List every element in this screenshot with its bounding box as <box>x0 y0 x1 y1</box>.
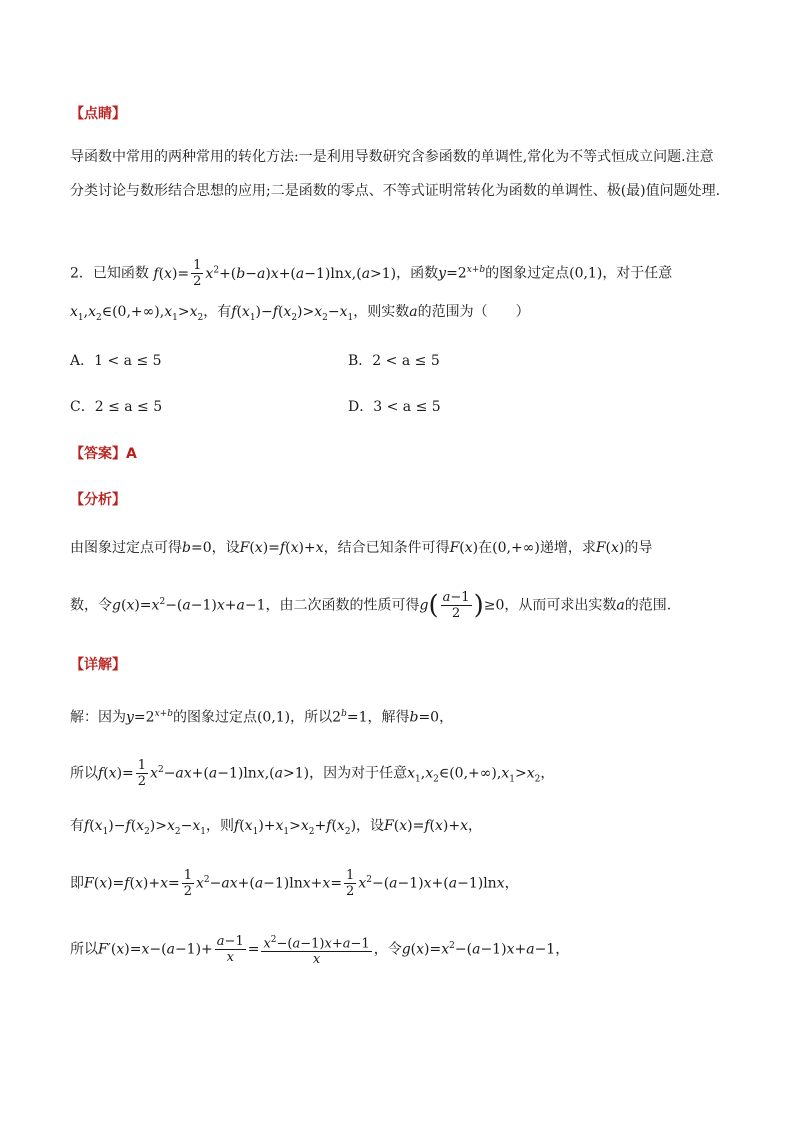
option-expression: 2 < a ≤ 5 <box>372 353 440 369</box>
question-text: ，函数 <box>396 265 439 282</box>
detail-line-3: 有$f(x_1)-f(x_2)>x_2-x_1$，则$f(x_1)+x_1>x_2+f(x_2)$，设F(x)=f(x)+x， <box>70 818 482 837</box>
analysis-line-2: 数，令$g(x)=x^2-(a-1)x+a-1$，由二次函数的性质可得g( $\frac{a-1}{2}$ )≥0，从而可求出实数a的范围. <box>70 590 672 622</box>
option-label: C． <box>70 399 95 415</box>
option-label: A． <box>70 353 95 369</box>
detail-text: 的图象过定点 <box>172 709 257 726</box>
detail-text: 解：因为 <box>70 709 126 726</box>
detail-line-2: 所以f(x)= $\frac{1}{2}$ $x^2-ax+(a-1)\ln x,(a>1)$，因为对于任意$x_1,x_2\in(0,+\infty),x_1>x_2$， <box>70 758 555 790</box>
option-c[interactable] <box>70 396 162 416</box>
analysis-text: 的范围. <box>624 597 672 614</box>
analysis-line-1: 由图象过定点可得b=0，设F(x)=f(x)+x，结合已知条件可得F(x)在(0,+∞)递增，求F(x)的导 <box>70 540 653 556</box>
option-expression: 2 ≤ a ≤ 5 <box>94 399 163 415</box>
question-text: 已知函数 <box>92 265 149 282</box>
detail-line-5: 所以F′(x)=x−(a−1)+ $\frac{a-1}{x}$ = $\frac{x^2-(a-1)x+a-1}{x}$ ，令$g(x)=x^2-(a-1)x+a-1$， <box>70 934 570 967</box>
detail-text: 即 <box>70 875 84 892</box>
detail-line-1: 解：因为$y=2^{x+b}$的图象过定点(0,1)，所以$2^b=1$，解得b=0， <box>70 709 454 726</box>
analysis-text: 由图象过定点可得 <box>70 540 182 556</box>
option-label: D． <box>348 399 374 415</box>
detail-line-4: 即F(x)=f(x)+x= $\frac{1}{2}$ $x^2-ax+(a-1)\ln x+x=$ $\frac{1}{2}$ $x^2-(a-1)x+(a-1)\ln x$， <box>70 868 519 900</box>
dianjing-paragraph: 导函数中常用的两种常用的转化方法:一是利用导数研究含参函数的单调性,常化为不等式恒成立问题.注意分类讨论与数形结合思想的应用;二是函数的零点、不等式证明常转化为函数的单调性、极(最)值问题处理. <box>70 149 721 199</box>
analysis-text: 在 <box>478 540 493 556</box>
question-text: 的范围为（ ） <box>417 304 530 320</box>
detail-text: ，则 <box>206 818 235 834</box>
option-expression: 1 < a ≤ 5 <box>94 353 162 369</box>
option-expression: 3 < a ≤ 5 <box>373 399 441 415</box>
question-text: ，有 <box>203 304 232 320</box>
analysis-text: ，结合已知条件可得 <box>323 540 450 556</box>
analysis-text: 的导 <box>624 540 653 556</box>
question-text: ，则实数 <box>353 304 410 320</box>
analysis-text: 递增，求 <box>539 540 596 556</box>
detail-text: ，解得 <box>367 709 410 726</box>
section-answer-heading: 【答案】A <box>70 446 137 462</box>
question-text: ，对于任意 <box>602 265 673 282</box>
detail-text: ，设 <box>356 818 385 834</box>
detail-text: 有 <box>70 818 84 834</box>
detail-text: ，令 <box>373 941 402 958</box>
section-detail-heading: 【详解】 <box>70 657 126 673</box>
question-line-2: $x_1,x_2\in(0,+\infty),x_1>x_2$，有$f(x_1)-f(x_2)>x_2-x_1$，则实数a的范围为（ ） <box>70 304 530 323</box>
detail-text: ，所以 <box>290 709 333 726</box>
option-a[interactable] <box>70 350 162 370</box>
analysis-text: 数，令 <box>70 597 112 614</box>
option-b[interactable] <box>348 350 440 370</box>
detail-text: 所以 <box>70 765 98 782</box>
section-dianjing-heading: 【点睛】 <box>70 106 126 122</box>
function-definition: f(x)= $\frac{1}{2}$ $x^2+(b-a)x+(a-1)\ln x,(a>1)$ <box>153 258 397 290</box>
question-text: 的图象过定点 <box>485 265 570 282</box>
option-d[interactable] <box>348 396 441 416</box>
analysis-text: ，从而可求出实数 <box>504 597 617 614</box>
question-number: 2． <box>70 265 93 282</box>
detail-text: 所以 <box>70 941 98 958</box>
section-analysis-heading: 【分析】 <box>70 492 126 508</box>
analysis-text: ，由二次函数的性质可得 <box>265 597 420 614</box>
question-line-1: 2．已知函数 f(x)= $\frac{1}{2}$ $x^2+(b-a)x+(a-1)\ln x,(a>1)$，函数$y=2^{x+b}$的图象过定点(0,1)，对于任意 <box>70 258 673 290</box>
option-label: B． <box>348 353 373 369</box>
detail-text: ，因为对于任意 <box>309 765 408 782</box>
analysis-text: ，设 <box>211 540 240 556</box>
